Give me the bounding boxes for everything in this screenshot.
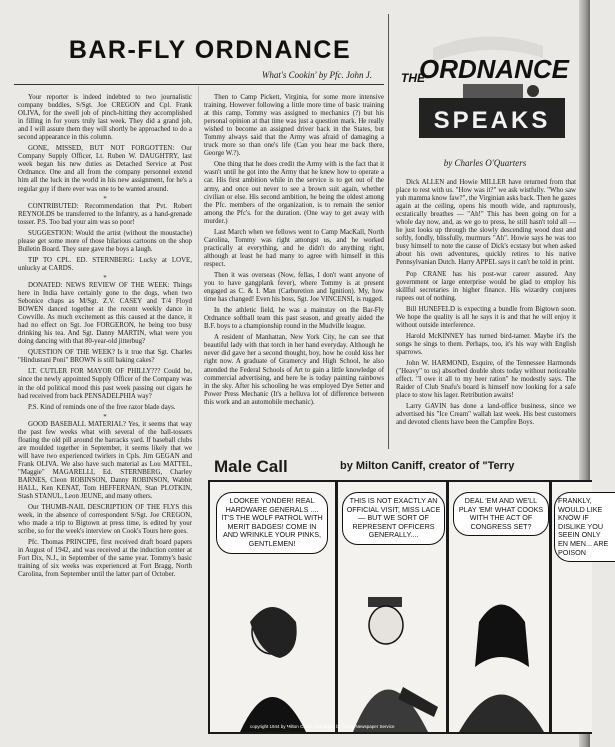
paragraph: GONE, MISSED, BUT NOT FORGOTTEN: Our Company Supply Officer, Lt. Ruben W. DAUGHTRY, last week began his new duties as Detached Service at Post Ordnance. One and all from the company personnel extend him all the luck in the world in his new assignment, for he's a regular guy if there ever was one to be wanted around. bbox=[18, 145, 192, 193]
logo-cannon bbox=[463, 84, 523, 98]
paragraph: Then to Camp Pickett, Virginia, for some more intensive training. However following a little more time of basic training at this camp, Tommy was assigned to mechanics (?) but his personal opinion at that time was just a question mark. He really wished to become an assigned driver back in the States, but Tommy always said that the Army was afraid of damaging a truck more so than one's life (Can you hear me back there, George W.?). bbox=[204, 94, 384, 158]
paragraph: Pop CRANE has his post-war career assured. Any government or large enterprise would be glad to employ his skillful secretaries in higher finance. His wizardry conjures rupees out of nothing. bbox=[396, 270, 576, 302]
separator: * bbox=[103, 274, 107, 282]
logo-the: THE bbox=[401, 71, 425, 85]
column-gutter bbox=[198, 86, 199, 451]
paragraph: Last March when we fellows went to Camp MacKall, North Carolina, Tommy was right amongst us, and he worked practically at everything, and he didn't do anything right, although at least he had many to agree with himself in this respect. bbox=[204, 228, 384, 268]
page-number: 6 bbox=[285, 726, 291, 737]
speaks-byline: by Charles O'Quarters bbox=[443, 158, 527, 168]
comic-panel-2 bbox=[336, 480, 448, 734]
paragraph: One thing that he does credit the Army with is the fact that it wasn't until he got into the Army that he knew how to operate a car. His first ambition while in the service is to get out of the army, and once out never to see a brown suit again, whether civilian or else. His second ambition, he being the oldest among the Pfc. members of the organization, is to remain the senior among the Pfc's. for the duration. (One way to get away with murder.) bbox=[204, 161, 384, 225]
logo-ordnance: ORDNANCE bbox=[419, 54, 570, 84]
separator: * bbox=[103, 413, 107, 421]
title-rule bbox=[14, 84, 384, 85]
paragraph: CONTRIBUTED: Recommendation that Pvt. Robert REYNOLDS be transferred to the Infantry, as a hand-grenade tosser. P.S. Too bad your aim was so poor! bbox=[18, 202, 192, 226]
paragraph: Your reporter is indeed indebted to two journalistic company buddies, S/Sgt. Joe CREGON and Cpl. Frank OLIVA, for the swell job of pinch-hitting they accomplished in filling in for yours truly last week. They did a grand job, and I will assure them they will shortly be approached to do a second appearance in this column. bbox=[18, 94, 192, 142]
paragraph: Larry GAVIN has done a land-office business, since we advertised his "Ice Cream" wallah last week. His best customers and devoted clients have been the Campfire Boys. bbox=[396, 403, 576, 427]
comic-header bbox=[200, 455, 582, 479]
paragraph: Dick ALLEN and Howie MILLER have returned from that place to rest with us. "How was it?" we ask wistfully. "Who saw yuh mamma know faw?", the Virginian asks back. Then he gazes again at the ceiling, opens his mouth wide, and rapturously, ecstatically breathes — "Ah!" This has been going on for a whole day now, and, as we go to press, he still hasn't told all — he just looks up through the slowly descending wood dust and softly, fondly, blissfully, murmurs "Ah". Howie says he was too busy himself to note the cause of Dick's ecstasy but when asked about his own adventures, quickly retires to his native Pennsylvanian Dutch. Harry APPEL says it can't be told in print. bbox=[396, 179, 576, 267]
speech-balloon: LOOKEE YONDER! REAL HARDWARE GENERALS .... IT'S THE WOLF PATROL WITH MERIT BADGES! COME IN AND WRINKLE YOUR PINKS, GENTLEMEN! bbox=[216, 492, 328, 554]
paragraph: Harold McKINNEY has turned bird-tamer. Maybe it's the songs he sings to them. Perhaps, too, it's his way with English sparrows. bbox=[396, 332, 576, 356]
paragraph: In the athletic field, he was a mainstay on the Bar-Fly Ordnance softball team this past season, and greatly aided the B.F. boys to a championship round in the Mudville league. bbox=[204, 307, 384, 331]
comic-copyright: copyright 1944 by Milton Caniff, distributed by Camp Newspaper Service bbox=[250, 724, 395, 729]
paragraph: P.S. Kind of reminds one of the free razor blade days. bbox=[28, 403, 176, 411]
article-column-1 bbox=[18, 94, 192, 724]
paragraph: DONATED: NEWS REVIEW OF THE WEEK: Things here in India have certainly gone to the dogs, when two Sebonice chaps as M/Sgt. Z.V. CASEY and T/4 Floyd BOWEN danced together at the recent weekly dance in Cowville. As much excitement as this caused at the dance, it had no effect on Sgt. Joe FORGERON, he being too busy drinking his tea. And Sgt. Danny MARTIN, what were you doing dancing with that 80-year-old jitterbug? bbox=[18, 281, 192, 346]
article-column-2 bbox=[204, 94, 384, 449]
comic-art bbox=[338, 577, 446, 732]
paragraph: John W. HARMOND, Esquire, of the Tennessee Harmonds ("Heavy" to us) absorbed double shots today without noticeable effect. "I owe it all to my beer ration" he modestly says. The Raider of Club Snafu's board is himself now looking for a safe place to stow his lager. Retribution awaits! bbox=[396, 359, 576, 400]
logo-speaks: SPEAKS bbox=[433, 107, 551, 134]
comic-art bbox=[210, 592, 335, 732]
comic-credit: by Milton Caniff, creator of "Terry bbox=[340, 460, 515, 472]
comic-panel-1 bbox=[208, 480, 337, 734]
article-byline: What's Cookin' by Pfc. John J. bbox=[261, 70, 372, 80]
logo-shell bbox=[527, 85, 539, 97]
column-divider bbox=[388, 14, 389, 449]
paragraph: A resident of Manhattan, New York City, he can see that beautiful lady with that torch in her hand everyday. Although he never did gave her a second thought, boy, how he could kiss her right now. A graduate of Gramercy and High School, he also attended the Federal Schools of Art to gain a little knowledge of commercial advertising, and here he is today painting rainbows in the sky. After his schooling he was employed Dye Setter and Power Press Mechanic (It's a helluva lot of difference between this work and an automobile mechanic). bbox=[204, 334, 384, 406]
paragraph: QUESTION OF THE WEEK? Is it true that Sgt. Charles "Hindustani Poni" BROWN is still baking cakes? bbox=[18, 349, 192, 365]
comic-title: Male Call bbox=[214, 457, 288, 476]
article-title: BAR-FLY ORDNANCE bbox=[68, 36, 352, 64]
speech-balloon: FRANKLY, WOULD LIKE KNOW IF DISLIKE YOU SEEIN ONLY EN MEN... ARE POISON bbox=[554, 492, 615, 562]
paragraph: Then it was overseas (Now, fellas, I don't want anyone of you to have gangplank fever), where Tommy is at present engaged as C. & I. Man (Carburetion and Ignition). My, how time has changed! Even his boss, Sgt. Joe VINCENSI, is rugged. bbox=[204, 271, 384, 304]
comic-panel-3 bbox=[447, 480, 551, 734]
paragraph: TIP TO CPL. ED. STERNBERG: Lucky at LOVE, unlucky at CARDS. bbox=[18, 256, 192, 272]
comic-art bbox=[449, 577, 549, 732]
speaks-column bbox=[396, 179, 576, 444]
paragraph: Our THUMB-NAIL DESCRIPTION OF THE FLYS this week, in the absence of correspondent S/Sgt. Joe CREGON, who made a trip to Bigtown at press time, is edited by your scribe, so for the week's interview on Cook's Tours here goes. bbox=[18, 504, 192, 536]
paragraph: LT. CUTLER FOR MAYOR OF PHILLY??? Could be, since the newly appointed Supply Officer of the Company was in the old political mood this past week passing out cigars he had received from back PENSADELPHIA way? bbox=[18, 368, 192, 400]
paragraph: Pfc. Thomas PRINCIPE, first received draft board papers in August of 1942, and was received at the induction center at Fort Dix, N.J., in September of the same year. Tommy's basic training of six weeks was experienced at Fort Bragg, North Carolina, from September until the latter part of October. bbox=[18, 539, 192, 579]
paragraph: SUGGESTION: Would the artist (without the moustache) please get some more of those hilarious cartoons on the shop Bulletin Board. They sure gave the boys a laugh. bbox=[18, 229, 192, 253]
comic-panel-4 bbox=[550, 480, 609, 734]
speech-balloon: THIS IS NOT EXACTLY AN OFFICIAL VISIT, MISS LACE — BUT WE SORT OF REPRESENT OFFICERS GENERALLY.... bbox=[342, 492, 445, 545]
ordnance-speaks-logo bbox=[393, 18, 579, 153]
speech-balloon: DEAL 'EM AND WE'LL PLAY 'EM! WHAT COOKS WITH THE ACT OF CONGRESS SET? bbox=[453, 492, 549, 536]
paragraph: GOOD BASEBALL MATERIAL? Yes, it seems that way the past few weeks what with several of the ball-tossers floating the old pill around the barracks yard. If baseball clubs are moulded together in September, it seems likely that we will have two experienced twirlers in Cpls. Jim GEGAN and Frank OLIVA. We also have such material as Lou MATTEL, "Maggie" MAGARELLI, Ed. STERNBERG, Charley BARNES, Cleon ROBINSON, Danny ROBINSON, Wabbit HALL, Ken KENAT, Tom HEFFERNAN, Stan PLOTKIN, Stash STANUL, Leon JEUNE, and many others. bbox=[18, 420, 192, 501]
separator: * bbox=[103, 195, 107, 203]
paragraph: Bill HUNEFELD is expecting a bundle from Bigtown soon. We hope the quality is all he says it is and that he will enjoy it without outside interference. bbox=[396, 305, 576, 329]
